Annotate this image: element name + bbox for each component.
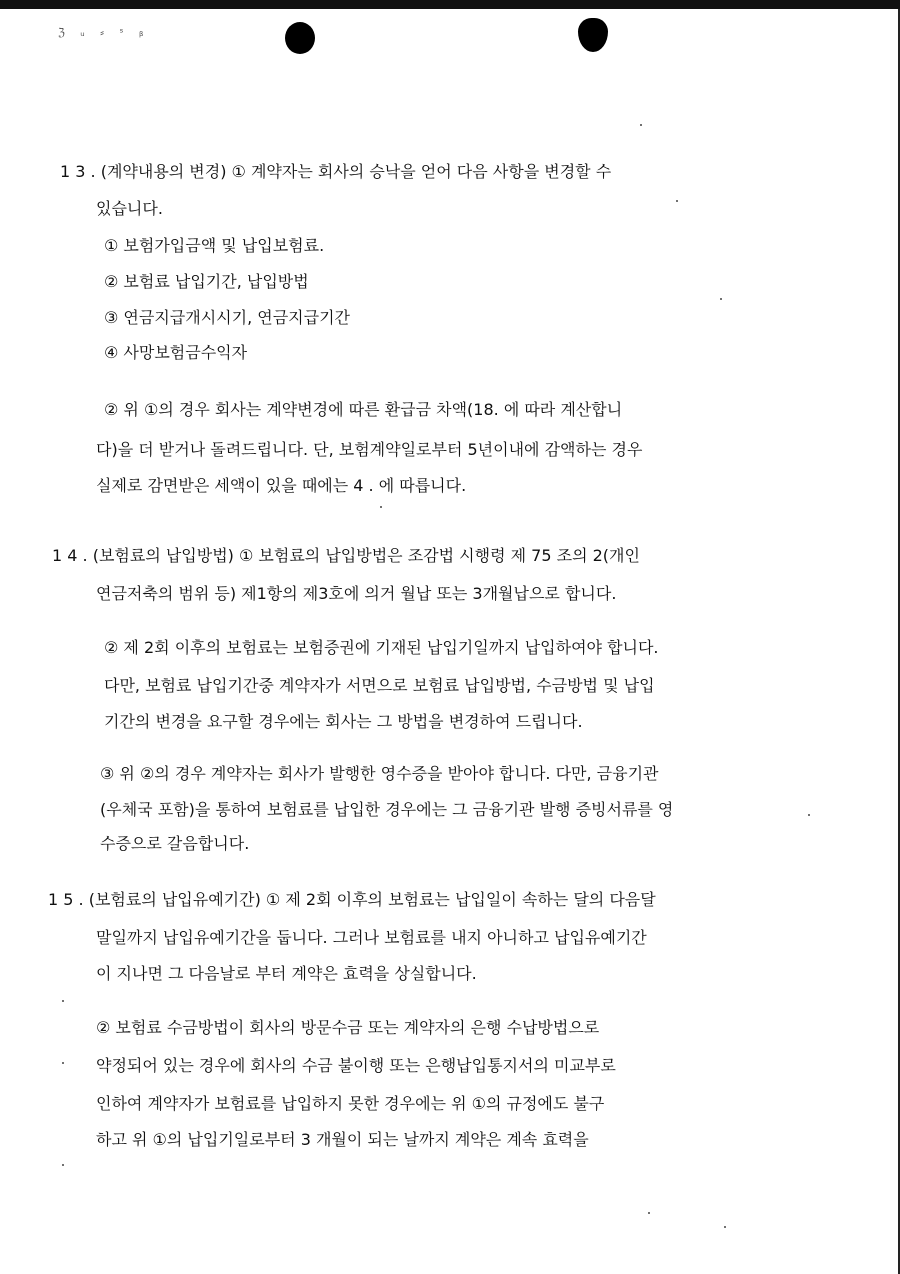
article-13-item-3: ③ 연금지급개시시기, 연금지급기간: [104, 308, 350, 327]
article-15-para-2-line: 하고 위 ①의 납입기일로부터 3 개월이 되는 날까지 계약은 계속 효력을: [96, 1130, 589, 1149]
scan-speck: [62, 1062, 64, 1064]
article-14-para-2-line: 다만, 보험료 납입기간중 계약자가 서면으로 보험료 납입방법, 수금방법 및 납입: [104, 676, 655, 695]
article-15-para-2-line: 약정되어 있는 경우에 회사의 수금 불이행 또는 은행납입통지서의 미교부로: [96, 1056, 616, 1075]
article-13-para-2-line: 다)을 더 받거나 돌려드립니다. 단, 보험계약일로부터 5년이내에 감액하는 경우: [96, 440, 643, 459]
article-15-para-2-line: 인하여 계약자가 보험료를 납입하지 못한 경우에는 위 ①의 규정에도 불구: [96, 1094, 605, 1113]
article-14-para-3-line: 수증으로 갈음합니다.: [100, 834, 250, 853]
article-15-heading: 1 5 . (보험료의 납입유예기간) ① 제 2회 이후의 보험료는 납입일이 속하는 달의 다음달: [48, 890, 656, 909]
article-13-heading: 1 3 . (계약내용의 변경) ① 계약자는 회사의 승낙을 얻어 다음 사항을 변경할 수: [60, 162, 612, 181]
page-header-mark: ℨ ᵤ ⸗ ˢ ᵦ: [58, 26, 150, 39]
article-13-item-2: ② 보험료 납입기간, 납입방법: [104, 272, 309, 291]
scan-speck: [62, 1164, 64, 1166]
article-14-heading: 1 4 . (보험료의 납입방법) ① 보험료의 납입방법은 조감법 시행령 제 75 조의 2(개인: [52, 546, 640, 565]
article-13-item-1: ① 보험가입금액 및 납입보험료.: [104, 236, 325, 255]
article-13-line: 있습니다.: [96, 199, 163, 218]
article-15-line: 이 지나면 그 다음날로 부터 계약은 효력을 상실합니다.: [96, 964, 477, 983]
scan-speck: [648, 1212, 650, 1214]
scan-top-border: [0, 0, 900, 9]
scan-speck: [720, 298, 722, 300]
article-14-line: 연금저축의 범위 등) 제1항의 제3호에 의거 월납 또는 3개월납으로 합니다.: [96, 584, 617, 603]
article-14-para-2-line: ② 제 2회 이후의 보험료는 보험증권에 기재된 납입기일까지 납입하여야 합니다.: [104, 638, 659, 657]
scan-speck: [380, 506, 382, 508]
article-14-para-3-line: (우체국 포함)을 통하여 보험료를 납입한 경우에는 그 금융기관 발행 증빙서류를 영: [100, 800, 674, 819]
punch-hole-left: [285, 22, 315, 54]
scan-speck: [724, 1226, 726, 1228]
article-13-item-4: ④ 사망보험금수익자: [104, 343, 248, 362]
article-14-para-2-line: 기간의 변경을 요구할 경우에는 회사는 그 방법을 변경하여 드립니다.: [104, 712, 583, 731]
article-15-para-2-line: ② 보험료 수금방법이 회사의 방문수금 또는 계약자의 은행 수납방법으로: [96, 1018, 600, 1037]
article-15-line: 말일까지 납입유예기간을 둡니다. 그러나 보험료를 내지 아니하고 납입유예기간: [96, 928, 647, 947]
scan-speck: [640, 124, 642, 126]
article-14-para-3-line: ③ 위 ②의 경우 계약자는 회사가 발행한 영수증을 받아야 합니다. 다만, 금융기관: [100, 764, 659, 783]
article-13-para-2-line: 실제로 감면받은 세액이 있을 때에는 4 . 에 따릅니다.: [96, 476, 467, 495]
article-13-para-2-line: ② 위 ①의 경우 회사는 계약변경에 따른 환급금 차액(18. 에 따라 계산합니: [104, 400, 623, 419]
scan-speck: [62, 1000, 64, 1002]
punch-hole-right: [578, 18, 608, 52]
scan-speck: [808, 814, 810, 816]
scan-speck: [676, 200, 678, 202]
